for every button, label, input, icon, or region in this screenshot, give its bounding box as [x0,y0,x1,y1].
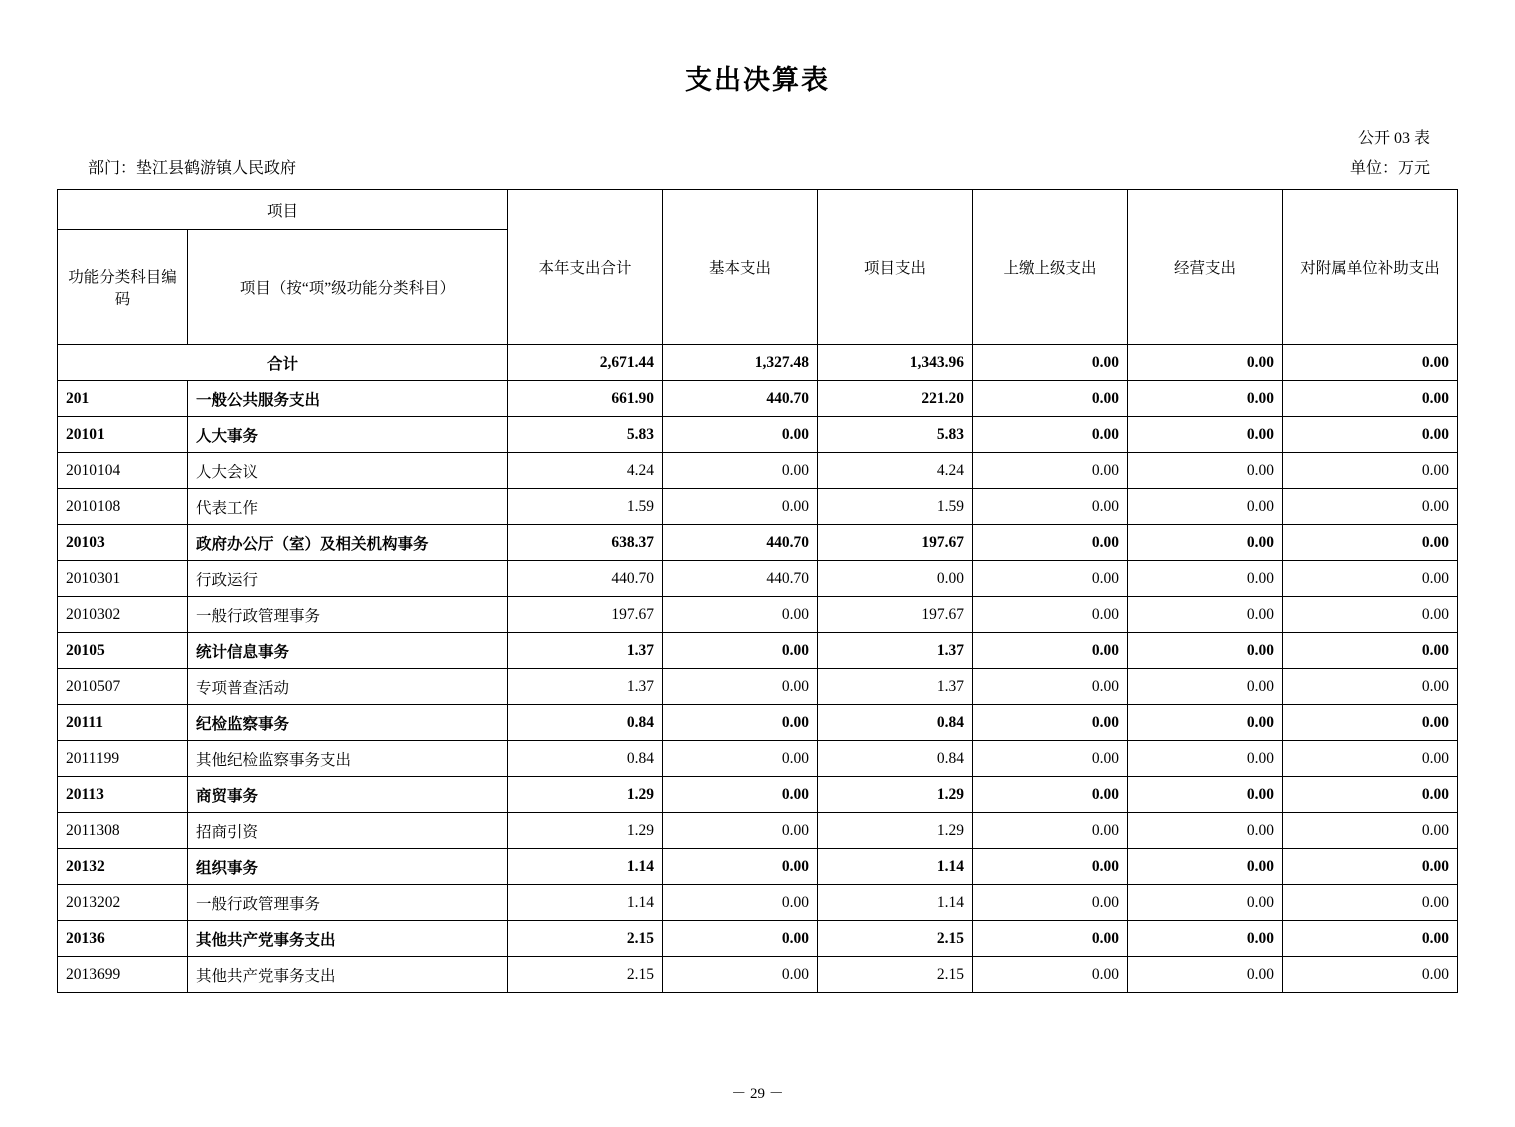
row-value-3: 0.00 [973,777,1128,813]
row-value-4: 0.00 [1128,381,1283,417]
header-col-project: 项目支出 [818,190,973,345]
total-value-0: 2,671.44 [508,345,663,381]
row-value-3: 0.00 [973,705,1128,741]
row-value-4: 0.00 [1128,705,1283,741]
row-value-3: 0.00 [973,741,1128,777]
row-value-0: 1.29 [508,777,663,813]
row-value-4: 0.00 [1128,453,1283,489]
table-row [57,957,1457,993]
table-row [57,669,1457,705]
row-name: 纪检监察事务 [187,705,507,741]
row-value-5: 0.00 [1283,921,1458,957]
row-code: 20132 [57,849,187,885]
row-name: 商贸事务 [187,777,507,813]
table-row [57,885,1457,921]
table-row [57,561,1457,597]
row-code: 20136 [57,921,187,957]
row-value-4: 0.00 [1128,957,1283,993]
row-value-2: 1.14 [818,849,973,885]
row-name: 一般公共服务支出 [187,381,507,417]
row-value-5: 0.00 [1283,849,1458,885]
row-code: 2013202 [57,885,187,921]
row-value-3: 0.00 [973,885,1128,921]
row-value-4: 0.00 [1128,741,1283,777]
row-name: 其他纪检监察事务支出 [187,741,507,777]
row-value-0: 5.83 [508,417,663,453]
row-code: 20101 [57,417,187,453]
header-group-row [57,190,1457,230]
row-value-3: 0.00 [973,669,1128,705]
row-value-5: 0.00 [1283,705,1458,741]
row-value-4: 0.00 [1128,489,1283,525]
table-row [57,741,1457,777]
row-name: 人大会议 [187,453,507,489]
row-value-3: 0.00 [973,597,1128,633]
row-value-1: 0.00 [663,417,818,453]
header-col-code: 功能分类科目编码 [57,230,187,345]
row-name: 专项普查活动 [187,669,507,705]
row-value-5: 0.00 [1283,885,1458,921]
row-name: 一般行政管理事务 [187,597,507,633]
row-value-5: 0.00 [1283,597,1458,633]
row-code: 2010507 [57,669,187,705]
row-code: 20111 [57,705,187,741]
table-header [57,190,1457,345]
row-code: 20105 [57,633,187,669]
table-row [57,813,1457,849]
row-value-1: 0.00 [663,669,818,705]
row-name: 组织事务 [187,849,507,885]
header-col-basic: 基本支出 [663,190,818,345]
row-value-4: 0.00 [1128,777,1283,813]
row-value-1: 440.70 [663,525,818,561]
row-name: 招商引资 [187,813,507,849]
row-value-3: 0.00 [973,381,1128,417]
row-code: 20113 [57,777,187,813]
row-name: 其他共产党事务支出 [187,921,507,957]
row-value-1: 0.00 [663,597,818,633]
row-value-3: 0.00 [973,453,1128,489]
table-row [57,633,1457,669]
row-value-2: 2.15 [818,921,973,957]
row-value-4: 0.00 [1128,669,1283,705]
table-row [57,381,1457,417]
table-row [57,489,1457,525]
row-name: 人大事务 [187,417,507,453]
row-value-4: 0.00 [1128,921,1283,957]
total-value-3: 0.00 [973,345,1128,381]
row-value-0: 1.37 [508,633,663,669]
row-value-2: 197.67 [818,597,973,633]
row-value-4: 0.00 [1128,417,1283,453]
row-value-4: 0.00 [1128,597,1283,633]
row-value-0: 440.70 [508,561,663,597]
row-value-0: 661.90 [508,381,663,417]
row-name: 政府办公厅（室）及相关机构事务 [187,525,507,561]
row-value-5: 0.00 [1283,381,1458,417]
row-value-2: 0.84 [818,705,973,741]
row-value-2: 197.67 [818,525,973,561]
row-value-0: 1.14 [508,849,663,885]
row-value-1: 0.00 [663,957,818,993]
row-value-5: 0.00 [1283,813,1458,849]
row-value-5: 0.00 [1283,453,1458,489]
row-value-1: 0.00 [663,921,818,957]
department-row [0,155,1515,179]
total-label: 合计 [57,345,507,381]
row-value-2: 1.59 [818,489,973,525]
row-value-2: 1.37 [818,669,973,705]
row-value-3: 0.00 [973,561,1128,597]
expenditure-table [57,189,1458,993]
row-code: 2011308 [57,813,187,849]
table-row [57,849,1457,885]
row-value-0: 2.15 [508,921,663,957]
row-value-0: 638.37 [508,525,663,561]
row-name: 统计信息事务 [187,633,507,669]
row-value-1: 0.00 [663,849,818,885]
row-name: 其他共产党事务支出 [187,957,507,993]
header-col-name: 项目（按“项”级功能分类科目） [187,230,507,345]
form-number: 公开 03 表 [1357,130,1430,147]
header-group-project: 项目 [57,190,507,230]
header-col-total: 本年支出合计 [508,190,663,345]
table-row [57,453,1457,489]
row-value-0: 4.24 [508,453,663,489]
row-value-2: 0.00 [818,561,973,597]
row-value-5: 0.00 [1283,777,1458,813]
table-row [57,777,1457,813]
row-value-2: 1.37 [818,633,973,669]
row-code: 2010108 [57,489,187,525]
table-row [57,417,1457,453]
total-value-2: 1,343.96 [818,345,973,381]
form-number-row [0,125,1515,147]
row-value-1: 440.70 [663,381,818,417]
row-value-2: 1.29 [818,777,973,813]
row-value-4: 0.00 [1128,885,1283,921]
row-code: 2010104 [57,453,187,489]
row-value-5: 0.00 [1283,957,1458,993]
row-value-4: 0.00 [1128,525,1283,561]
document-page [0,58,1515,1127]
row-value-0: 2.15 [508,957,663,993]
row-value-0: 197.67 [508,597,663,633]
row-value-5: 0.00 [1283,417,1458,453]
row-value-3: 0.00 [973,489,1128,525]
row-value-3: 0.00 [973,957,1128,993]
row-value-1: 0.00 [663,885,818,921]
total-value-1: 1,327.48 [663,345,818,381]
row-value-2: 1.14 [818,885,973,921]
row-value-2: 4.24 [818,453,973,489]
row-value-4: 0.00 [1128,813,1283,849]
table-row [57,705,1457,741]
row-value-0: 1.29 [508,813,663,849]
row-value-2: 2.15 [818,957,973,993]
row-value-5: 0.00 [1283,525,1458,561]
header-col-upper: 上缴上级支出 [973,190,1128,345]
table-row [57,597,1457,633]
row-value-3: 0.00 [973,849,1128,885]
row-value-3: 0.00 [973,525,1128,561]
row-code: 2013699 [57,957,187,993]
row-value-0: 1.14 [508,885,663,921]
row-value-5: 0.00 [1283,669,1458,705]
table-body [57,345,1457,993]
row-value-4: 0.00 [1128,561,1283,597]
row-value-1: 0.00 [663,633,818,669]
row-value-0: 0.84 [508,741,663,777]
header-col-operating: 经营支出 [1128,190,1283,345]
row-name: 代表工作 [187,489,507,525]
table-row [57,921,1457,957]
row-value-5: 0.00 [1283,741,1458,777]
row-value-3: 0.00 [973,633,1128,669]
row-code: 201 [57,381,187,417]
row-value-2: 1.29 [818,813,973,849]
page-number: － 29 － [731,1086,784,1102]
row-code: 20103 [57,525,187,561]
unit-label: 单位：万元 [1349,160,1430,177]
row-value-1: 0.00 [663,813,818,849]
department-label: 部门：垫江县鹤游镇人民政府 [88,160,297,177]
row-value-1: 440.70 [663,561,818,597]
row-value-1: 0.00 [663,777,818,813]
header-col-subsidy: 对附属单位补助支出 [1283,190,1458,345]
row-value-2: 221.20 [818,381,973,417]
row-code: 2010302 [57,597,187,633]
row-value-1: 0.00 [663,489,818,525]
total-value-4: 0.00 [1128,345,1283,381]
row-value-4: 0.00 [1128,849,1283,885]
row-value-0: 0.84 [508,705,663,741]
table-row-total [57,345,1457,381]
row-name: 一般行政管理事务 [187,885,507,921]
row-value-1: 0.00 [663,705,818,741]
row-value-4: 0.00 [1128,633,1283,669]
row-code: 2011199 [57,741,187,777]
row-value-3: 0.00 [973,921,1128,957]
row-value-5: 0.00 [1283,489,1458,525]
row-code: 2010301 [57,561,187,597]
row-value-5: 0.00 [1283,633,1458,669]
row-name: 行政运行 [187,561,507,597]
row-value-2: 0.84 [818,741,973,777]
row-value-0: 1.59 [508,489,663,525]
row-value-2: 5.83 [818,417,973,453]
page-title: 支出决算表 [685,65,830,96]
row-value-3: 0.00 [973,417,1128,453]
row-value-1: 0.00 [663,741,818,777]
row-value-3: 0.00 [973,813,1128,849]
row-value-0: 1.37 [508,669,663,705]
total-value-5: 0.00 [1283,345,1458,381]
row-value-1: 0.00 [663,453,818,489]
table-row [57,525,1457,561]
row-value-5: 0.00 [1283,561,1458,597]
